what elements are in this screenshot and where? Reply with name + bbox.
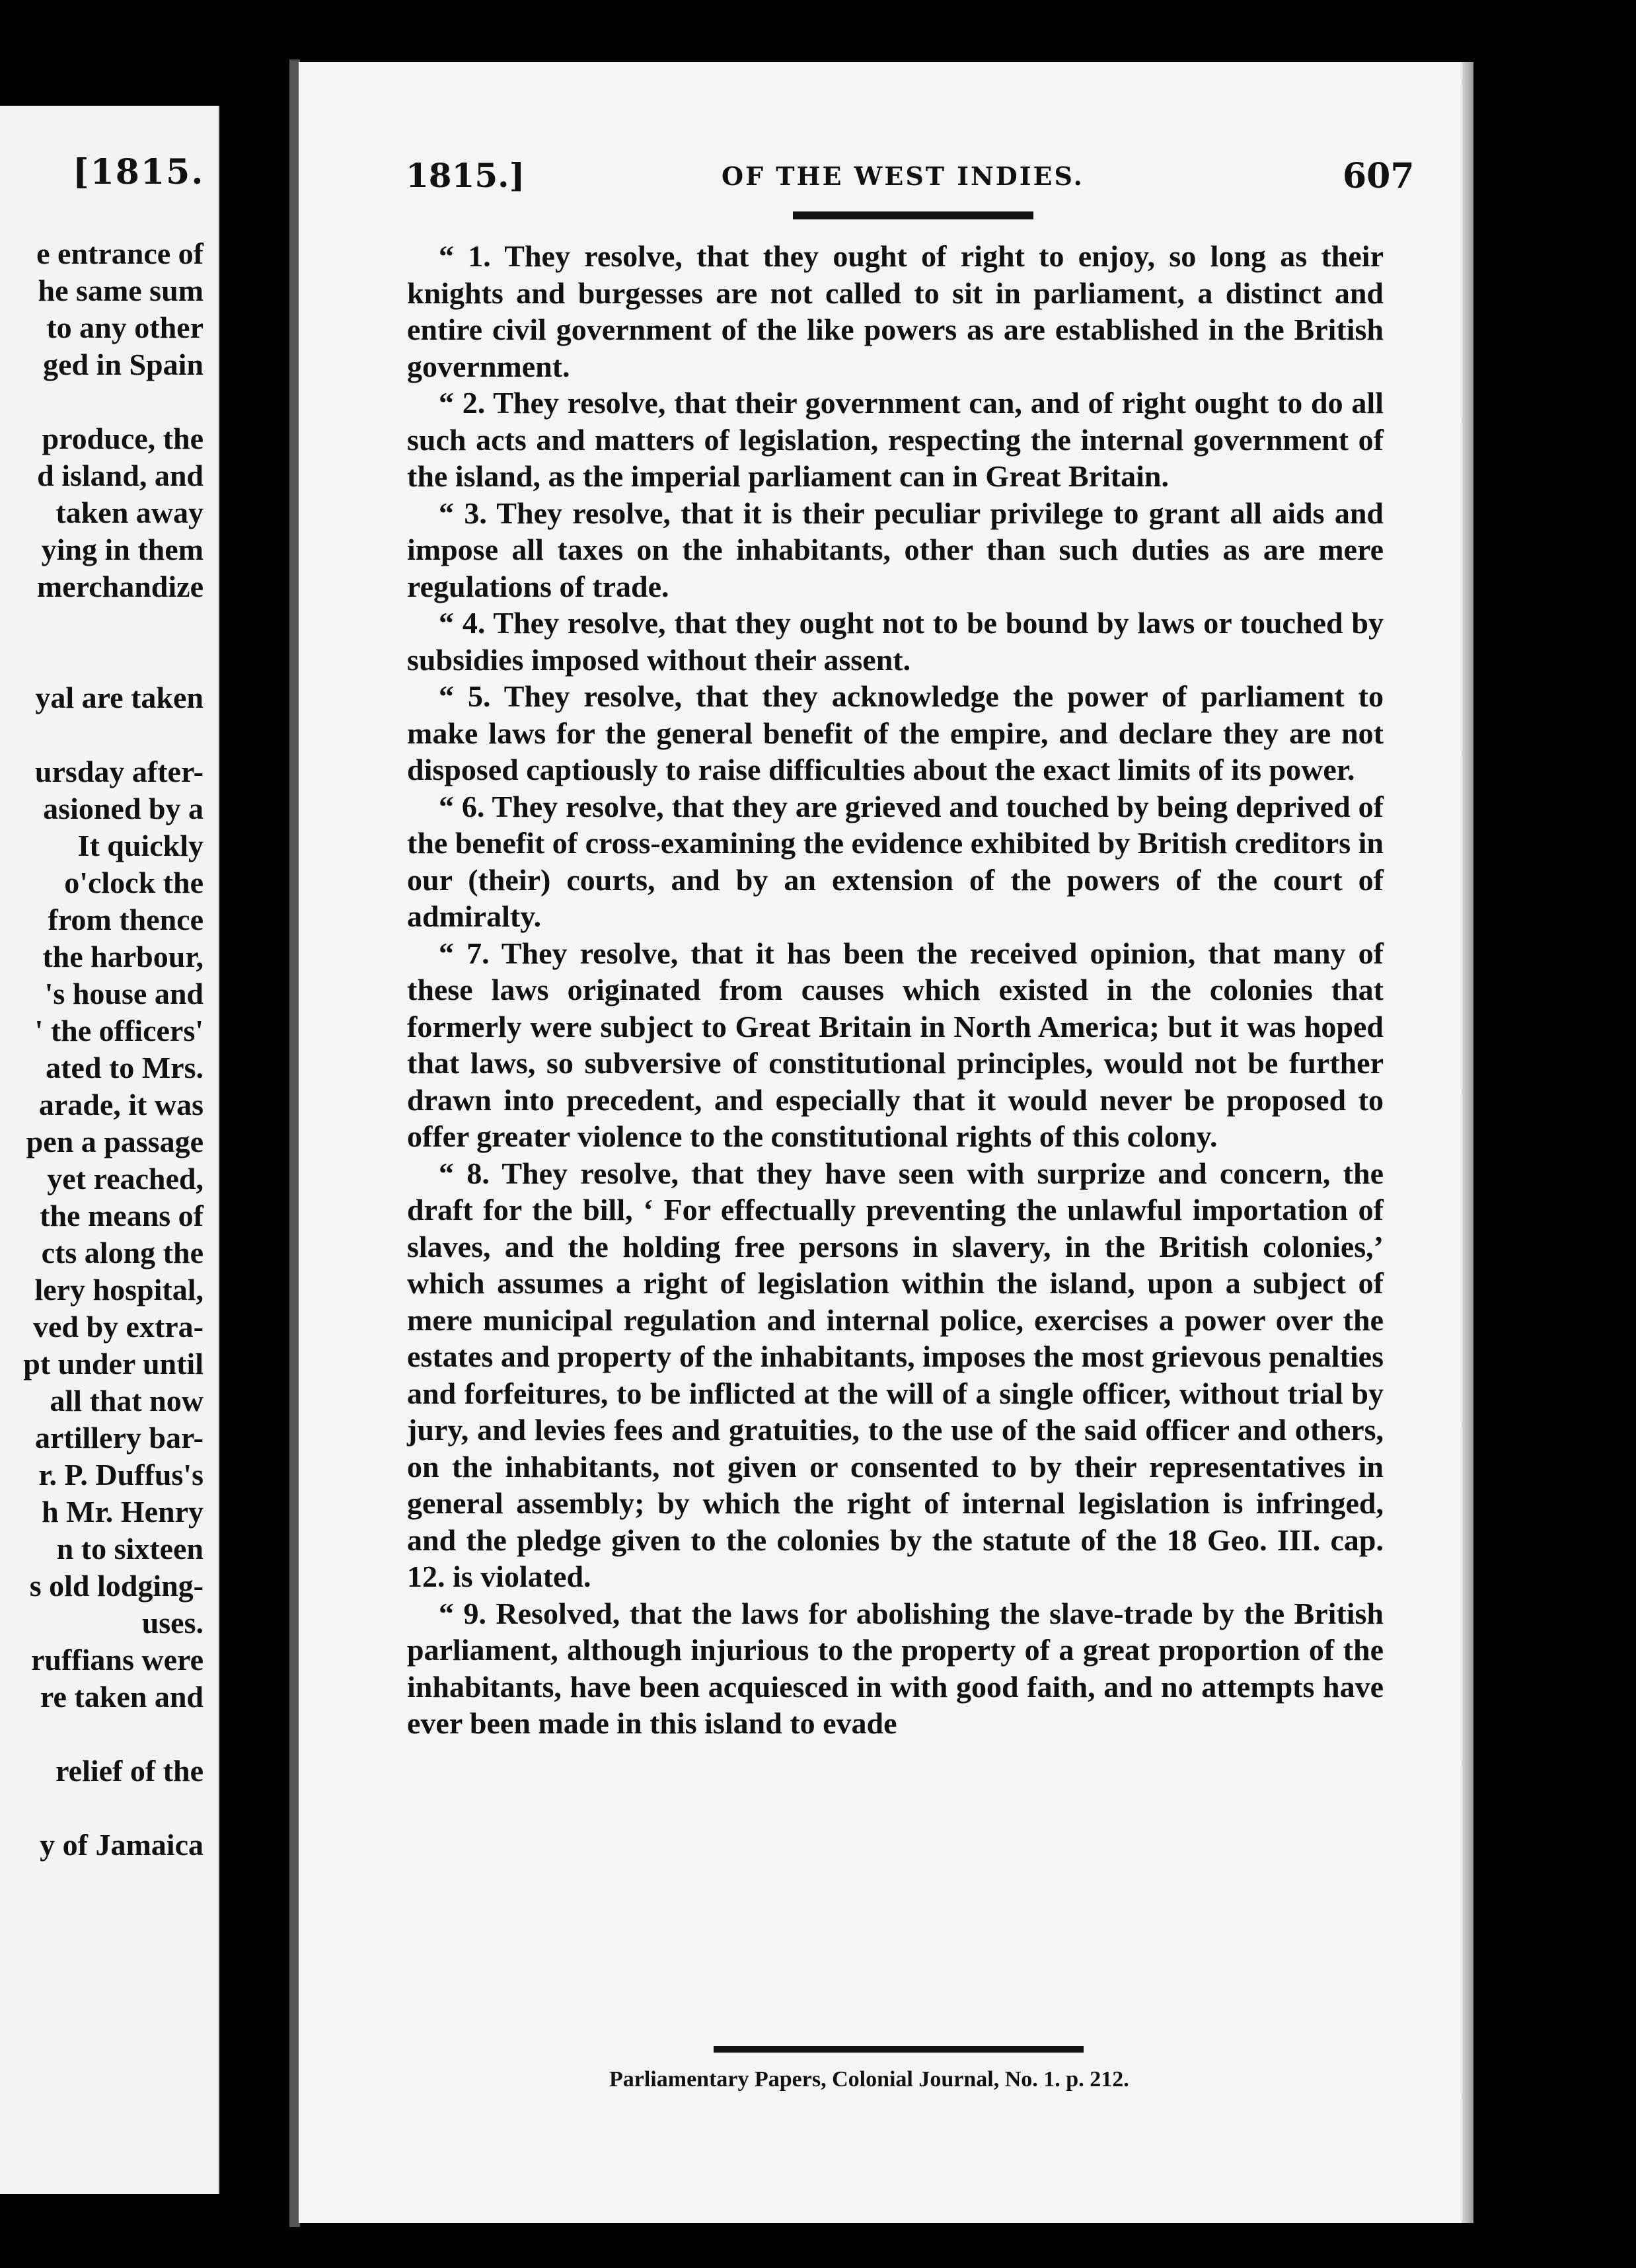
previous-page-line: cts along the [41, 1236, 204, 1269]
running-head-year: 1815.] [406, 156, 525, 195]
page-body [407, 238, 1384, 1742]
previous-page-line: merchandize [36, 570, 204, 603]
previous-page-line: he same sum [38, 274, 204, 307]
previous-page-line: ged in Spain [43, 348, 204, 381]
previous-page-line: ruffians were [30, 1643, 204, 1677]
previous-page-line: the means of [40, 1199, 204, 1232]
footnote: Parliamentary Papers, Colonial Journal, No. 1. p. 212. [609, 2067, 1129, 2092]
resolution-paragraph: “ 2. They resolve, that their government can, and of right ought to do all such acts and matters of legislation, respecting the internal government of the island, as the imperial parliament can in Great Britain. [407, 386, 1384, 493]
previous-page-line: ying in them [41, 533, 204, 566]
previous-page-line: ved by extra- [32, 1310, 204, 1343]
previous-page-line [23, 1790, 204, 1827]
previous-page-line [23, 383, 204, 420]
previous-page-line: h Mr. Henry [42, 1495, 204, 1529]
previous-page-line: ' the officers' [34, 1014, 204, 1047]
previous-page-line: asioned by a [43, 792, 204, 825]
previous-page-line: uses. [141, 1606, 204, 1640]
previous-page-line [23, 642, 204, 679]
previous-page-line: from thence [48, 903, 204, 936]
resolution-paragraph: “ 7. They resolve, that it has been the received opinion, that many of these laws originated from causes which existed in the colonies that formerly were subject to Great Britain in North America; but it was hoped that laws, so subversive of constitutional principles, would not be further drawn into precedent, and especially that it would never be proposed to offer greater violence to the constitutional rights of this colony. [407, 936, 1384, 1153]
previous-page-line: relief of the [56, 1754, 204, 1788]
previous-page-line: e entrance of [36, 237, 204, 270]
previous-page-line: It quickly [77, 829, 204, 862]
previous-page-text [23, 235, 204, 1864]
previous-page-line: pen a passage [26, 1125, 204, 1158]
running-head [299, 156, 1462, 202]
previous-page-line: n to sixteen [56, 1532, 204, 1566]
resolution-paragraph: “ 8. They resolve, that they have seen with surprize and concern, the draft for the bill, ‘ For effectually preventing the unlawful importation of slaves, and the holding free persons in slavery, in the British colonies,’ which assumes a right of legislation within the island, upon a subject of mere municipal regulation and internal police, exercises a power over the estates and property of the inhabitants, imposes the most grievous penalties and forfeitures, to be inflicted at the will of a single officer, without trial by jury, and levies fees and gratuities, to the use of the said officer and others, on the inhabitants, not given or consented to by their representatives in general assembly; by which the right of internal legislation is infringed, and the pledge given to the colonies by the statute of the 18 Geo. III. cap. 12. is violated. [407, 1156, 1384, 1593]
header-rule [793, 211, 1033, 219]
previous-page-line: pt under until [23, 1347, 204, 1380]
resolution-paragraph: “ 9. Resolved, that the laws for abolishing the slave-trade by the British parliament, although injurious to the property of a great proportion of the inhabitants, have been acquiesced in with good faith, and no attempts have ever been made in this island to evade [407, 1596, 1384, 1740]
previous-page-line [23, 605, 204, 642]
resolution-paragraph: “ 3. They resolve, that it is their peculiar privilege to grant all aids and impose all taxes on the inhabitants, other than such duties as are mere regulations of trade. [407, 496, 1384, 603]
resolution-paragraph: “ 5. They resolve, that they acknowledge the power of parliament to make laws for the general benefit of the empire, and declare they are not disposed captiously to raise difficulties about the exact limits of its power. [407, 679, 1384, 786]
previous-page-line: ursday after- [34, 755, 204, 788]
resolution-paragraph: “ 6. They resolve, that they are grieved and touched by being deprived of the benefit of cross-examining the evidence exhibited by British creditors in our (their) courts, and by an extension of the powers of the court of admiralty. [407, 789, 1384, 933]
previous-page-line: 's house and [44, 977, 204, 1010]
previous-page-line: re taken and [40, 1680, 204, 1714]
resolution-paragraph: “ 4. They resolve, that they ought not to be bound by laws or touched by subsidies imposed without their assent. [407, 606, 1384, 677]
previous-page-line: arade, it was [38, 1088, 204, 1121]
book-page [299, 62, 1462, 2223]
previous-page-header: [1815. [73, 152, 205, 192]
previous-page-line: r. P. Duffus's [38, 1458, 204, 1492]
running-head-title: OF THE WEST INDIES. [722, 161, 1084, 191]
previous-page-line: yet reached, [47, 1162, 204, 1195]
footnote-rule [714, 2046, 1084, 2053]
page-edge [1462, 62, 1473, 2223]
previous-page-line: artillery bar- [34, 1421, 204, 1455]
previous-page-line: to any other [46, 311, 204, 344]
previous-page-line [23, 716, 204, 753]
previous-page-line: the harbour, [42, 940, 204, 973]
previous-page-line: y of Jamaica [40, 1828, 204, 1862]
page-number: 607 [1343, 156, 1415, 196]
previous-page-line: s old lodging- [29, 1569, 204, 1603]
previous-page-line: ated to Mrs. [46, 1051, 204, 1084]
previous-page-line: yal are taken [35, 681, 204, 714]
previous-page-fragment [0, 106, 219, 2194]
previous-page-line: taken away [56, 496, 204, 529]
previous-page-line: produce, the [42, 422, 204, 455]
resolution-paragraph: “ 1. They resolve, that they ought of right to enjoy, so long as their knights and burgesses are not called to sit in parliament, a distinct and entire civil government of the like powers as are established in the British government. [407, 239, 1384, 383]
previous-page-line: all that now [50, 1384, 204, 1418]
previous-page-line: d island, and [37, 459, 204, 492]
previous-page-line [23, 1716, 204, 1753]
previous-page-line: o'clock the [64, 866, 204, 899]
previous-page-line: lery hospital, [34, 1273, 204, 1306]
